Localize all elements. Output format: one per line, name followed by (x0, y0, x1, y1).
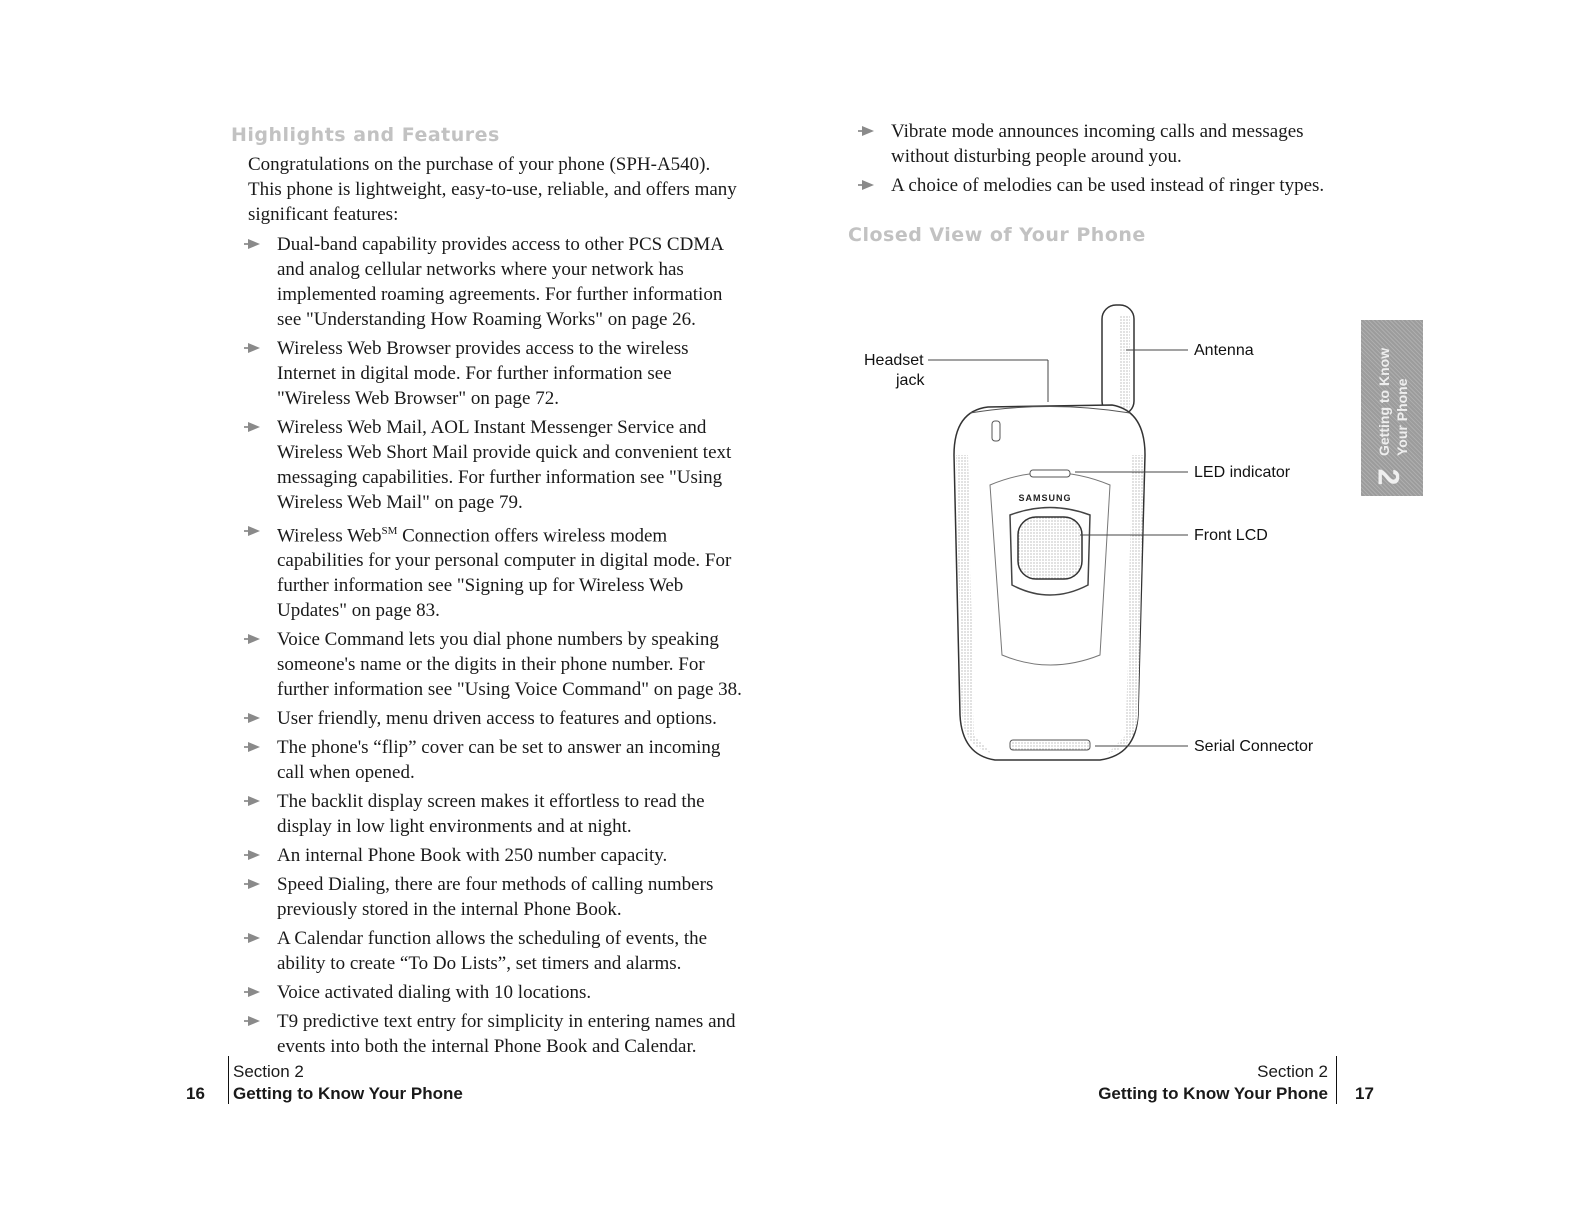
footer-divider (1336, 1056, 1337, 1104)
footer-section: Section 2 (233, 1062, 304, 1081)
list-item: An internal Phone Book with 250 number capacity. (248, 843, 748, 868)
callout-antenna: Antenna (1194, 342, 1254, 359)
footer-section: Section 2 (1257, 1062, 1328, 1081)
bullet-arrow-icon (248, 796, 260, 806)
list-item: Vibrate mode announces incoming calls and messages without disturbing people around you. (862, 119, 1362, 169)
list-item: Speed Dialing, there are four methods of calling numbers previously stored in the internal Phone Book. (248, 872, 748, 922)
callout-jack: jack (896, 372, 925, 389)
brand-logo: SAMSUNG (1018, 493, 1072, 503)
bullet-arrow-icon (248, 526, 260, 536)
chapter-tab-label: Getting to Know Your Phone (1376, 347, 1410, 456)
chapter-tab (1361, 320, 1423, 496)
callout-lcd: Front LCD (1194, 527, 1268, 544)
footer-chapter: Getting to Know Your Phone (1098, 1084, 1328, 1103)
list-item: A choice of melodies can be used instead of ringer types. (862, 173, 1362, 198)
bullet-arrow-icon (248, 1016, 260, 1026)
section-heading-highlights: Highlights and Features (231, 124, 500, 146)
list-item: Dual-band capability provides access to other PCS CDMA and analog cellular networks where your network has implemented roaming agreements. For further information see "Understanding How Roaming Works" on page 26. (248, 232, 748, 332)
bullet-arrow-icon (248, 713, 260, 723)
bullet-arrow-icon (248, 343, 260, 353)
callout-led: LED indicator (1194, 464, 1291, 481)
footer-divider (228, 1056, 229, 1104)
bullet-arrow-icon (248, 879, 260, 889)
footer-chapter: Getting to Know Your Phone (233, 1084, 463, 1103)
page-number: 16 (186, 1084, 205, 1103)
features-list-continued (862, 119, 1362, 202)
bullet-arrow-icon (248, 933, 260, 943)
list-item: User friendly, menu driven access to features and options. (248, 706, 748, 731)
callout-headset: Headset (864, 352, 924, 369)
page-number: 17 (1355, 1084, 1374, 1103)
bullet-arrow-icon (248, 239, 260, 249)
bullet-arrow-icon (248, 634, 260, 644)
features-list (248, 232, 748, 1063)
section-heading-closed-view: Closed View of Your Phone (848, 224, 1146, 246)
list-item: A Calendar function allows the scheduling of events, the ability to create “To Do Lists”, set timers and alarms. (248, 926, 748, 976)
list-item: Wireless Web Mail, AOL Instant Messenger Service and Wireless Web Short Mail provide quick and convenient text messaging capabilities. For further information see "Using Wireless Web Mail" on page 79. (248, 415, 748, 515)
list-item: Voice activated dialing with 10 locations. (248, 980, 748, 1005)
intro-paragraph: Congratulations on the purchase of your phone (SPH-A540). This phone is lightweight, easy-to-use, reliable, and offers many significant features: (248, 154, 737, 225)
list-item: Voice Command lets you dial phone numbers by speaking someone's name or the digits in their phone number. For further information see "Using Voice Command" on page 38. (248, 627, 748, 702)
footer-left (233, 1062, 463, 1104)
bullet-arrow-icon (248, 742, 260, 752)
bullet-arrow-icon (248, 850, 260, 860)
bullet-arrow-icon (862, 180, 874, 190)
list-item: The backlit display screen makes it effortless to read the display in low light environments and at night. (248, 789, 748, 839)
bullet-arrow-icon (862, 126, 874, 136)
list-item: Wireless Web Browser provides access to the wireless Internet in digital mode. For further information see "Wireless Web Browser" on page 72. (248, 336, 748, 411)
bullet-arrow-icon (248, 987, 260, 997)
list-item: The phone's “flip” cover can be set to answer an incoming call when opened. (248, 735, 748, 785)
chapter-tab-number: 2 (1371, 468, 1405, 486)
callout-leader-lines (920, 340, 1200, 760)
bullet-arrow-icon (248, 422, 260, 432)
callout-serial: Serial Connector (1194, 738, 1314, 755)
list-item: T9 predictive text entry for simplicity in entering names and events into both the internal Phone Book and Calendar. (248, 1009, 748, 1059)
footer-right (1098, 1062, 1328, 1104)
list-item: Wireless Web℠ Connection offers wireless modem capabilities for your personal computer in digital mode. For further information see "Signing up for Wireless Web Updates" on page 83. (248, 519, 748, 623)
